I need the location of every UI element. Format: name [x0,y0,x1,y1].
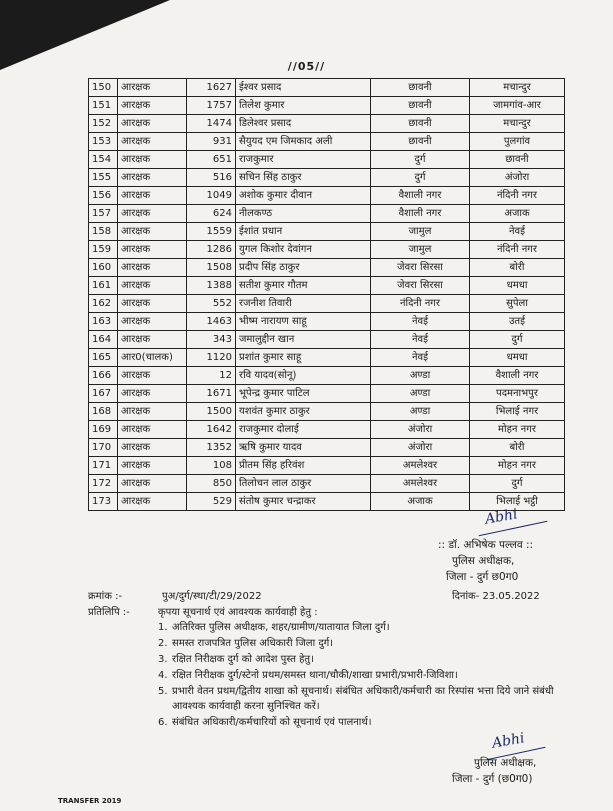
name-cell: भूपेन्द्र कुमार पाटिल [236,385,371,403]
serial-cell: 169 [89,421,118,439]
name-cell: प्रदीप सिंह ठाकुर [236,259,371,277]
signature-bottom: Abhi [490,730,526,752]
table-row [89,277,565,295]
badge-number-cell: 343 [187,331,236,349]
table-row [89,421,565,439]
officer-block [438,537,533,585]
name-cell: युगल किशोर देवांगन [236,241,371,259]
officer2-district: जिला - दुर्ग (छ0ग0) [452,773,533,785]
current-post-cell: जामुल [371,241,470,259]
serial-cell: 162 [89,295,118,313]
badge-number-cell: 552 [187,295,236,313]
name-cell: नीलकण्ठ [236,205,371,223]
table-row [89,475,565,493]
rank-cell: आरक्षक [118,295,187,313]
list-item [158,636,578,651]
list-item-text: रक्षित निरीक्षक दुर्ग को आदेश पुस्त हेतु। [172,654,314,665]
badge-number-cell: 108 [187,457,236,475]
badge-number-cell: 516 [187,169,236,187]
table-row [89,187,565,205]
rank-cell: आरक्षक [118,115,187,133]
serial-cell: 160 [89,259,118,277]
list-item-number: 5. [158,686,168,697]
list-item-text: प्रभारी वेतन प्रथम/द्वितीय शाखा को सूचनार्थ। संबंधित अधिकारी/कर्मचारी का रिस्पांस भत्ता दिये जाने संबंधी आवश्यक कार्यवाही करना सुनिश्चित करें। [172,686,554,712]
serial-cell: 158 [89,223,118,241]
new-post-cell: मोहन नगर [470,457,565,475]
kramank-value: पुअ/दुर्ग/स्था/टी/29/2022 [162,591,262,602]
badge-number-cell: 651 [187,151,236,169]
current-post-cell: अमलेश्वर [371,457,470,475]
rank-cell: आरक्षक [118,331,187,349]
rank-cell: आरक्षक [118,259,187,277]
current-post-cell: अमलेश्वर [371,475,470,493]
current-post-cell: जामुल [371,223,470,241]
serial-cell: 164 [89,331,118,349]
rank-cell: आरक्षक [118,133,187,151]
badge-number-cell: 1474 [187,115,236,133]
table-row [89,259,565,277]
list-item [158,684,578,714]
transfer-table [88,78,565,511]
serial-cell: 159 [89,241,118,259]
name-cell: ईश्वर प्रसाद [236,79,371,97]
name-cell: तिलोचन लाल ठाकुर [236,475,371,493]
current-post-cell: अंजोरा [371,439,470,457]
signature-top: Abhi [483,506,519,528]
name-cell: प्रीतम सिंह हरिवंश [236,457,371,475]
rank-cell: आरक्षक [118,493,187,511]
new-post-cell: नंदिनी नगर [470,241,565,259]
kramank-label: क्रमांक :- [88,591,123,602]
name-cell: अशोक कुमार दीवान [236,187,371,205]
new-post-cell: नेवई [470,223,565,241]
serial-cell: 150 [89,79,118,97]
badge-number-cell: 1388 [187,277,236,295]
list-item-text: संबंधित अधिकारी/कर्मचारियों को सूचनार्थ एवं पालनार्थ। [172,717,372,728]
page-marker: //05// [287,60,326,73]
current-post-cell: नेवई [371,331,470,349]
table-row [89,295,565,313]
serial-cell: 173 [89,493,118,511]
table-row [89,205,565,223]
rank-cell: आरक्षक [118,277,187,295]
current-post-cell: दुर्ग [371,151,470,169]
serial-cell: 167 [89,385,118,403]
badge-number-cell: 624 [187,205,236,223]
rank-cell: आरक्षक [118,169,187,187]
new-post-cell: भिलाई नगर [470,403,565,421]
rank-cell: आरक्षक [118,223,187,241]
list-item-number: 4. [158,670,168,681]
new-post-cell: नंदिनी नगर [470,187,565,205]
list-item-number: 6. [158,717,168,728]
table-row [89,223,565,241]
current-post-cell: नंदिनी नगर [371,295,470,313]
name-cell: यशवंत कुमार ठाकुर [236,403,371,421]
rank-cell: आरक्षक [118,367,187,385]
badge-number-cell: 1671 [187,385,236,403]
list-item [158,620,578,635]
new-post-cell: अजाक [470,205,565,223]
current-post-cell: नेवई [371,349,470,367]
serial-cell: 151 [89,97,118,115]
badge-number-cell: 1627 [187,79,236,97]
table-row [89,79,565,97]
table-row [89,385,565,403]
current-post-cell: जेवरा सिरसा [371,277,470,295]
list-item-text: रक्षित निरीक्षक दुर्ग/स्टेनो प्रथम/समस्त थाना/चौकी/शाखा प्रभारी/प्रभारी-जिविशा। [172,670,458,681]
current-post-cell: अंजोरा [371,421,470,439]
name-cell: प्रशांत कुमार साहू [236,349,371,367]
officer-name: :: डॉ. अभिषेक पल्लव :: [438,539,534,551]
badge-number-cell: 1559 [187,223,236,241]
rank-cell: आरक्षक [118,475,187,493]
rank-cell: आरक्षक [118,79,187,97]
new-post-cell: पदमनाभपुर [470,385,565,403]
table-row [89,331,565,349]
name-cell: रजनीश तिवारी [236,295,371,313]
name-cell: ऋषि कुमार यादव [236,439,371,457]
serial-cell: 163 [89,313,118,331]
rank-cell: आरक्षक [118,385,187,403]
table-row [89,313,565,331]
new-post-cell: बोरी [470,439,565,457]
badge-number-cell: 1642 [187,421,236,439]
new-post-cell: अंजोरा [470,169,565,187]
list-item-number: 2. [158,638,168,649]
badge-number-cell: 1508 [187,259,236,277]
serial-cell: 161 [89,277,118,295]
table-row [89,133,565,151]
copy-list [158,620,578,731]
new-post-cell: धमधा [470,349,565,367]
current-post-cell: अण्डा [371,403,470,421]
serial-cell: 172 [89,475,118,493]
table-row [89,151,565,169]
badge-number-cell: 1049 [187,187,236,205]
new-post-cell: पुलगांव [470,133,565,151]
rank-cell: आरक्षक [118,421,187,439]
serial-cell: 154 [89,151,118,169]
name-cell: सैयुयद एम जिमकाद अली [236,133,371,151]
officer-block-bottom [452,755,536,787]
current-post-cell: छावनी [371,79,470,97]
current-post-cell: छावनी [371,97,470,115]
current-post-cell: अजाक [371,493,470,511]
table-row [89,457,565,475]
new-post-cell: जामगांव-आर [470,97,565,115]
table-row [89,97,565,115]
officer-designation: पुलिस अधीक्षक, [452,555,515,567]
list-item-number: 3. [158,654,168,665]
current-post-cell: वैशाली नगर [371,187,470,205]
list-item [158,668,578,683]
new-post-cell: धमधा [470,277,565,295]
name-cell: राजकुमार [236,151,371,169]
badge-number-cell: 12 [187,367,236,385]
rank-cell: आरक्षक [118,439,187,457]
name-cell: तिलेश कुमार [236,97,371,115]
new-post-cell: भिलाई भट्ठी [470,493,565,511]
current-post-cell: जेवरा सिरसा [371,259,470,277]
list-item-number: 1. [158,622,168,633]
serial-cell: 165 [89,349,118,367]
rank-cell: आरक्षक [118,241,187,259]
serial-cell: 170 [89,439,118,457]
name-cell: डिलेश्वर प्रसाद [236,115,371,133]
rank-cell: आरक्षक [118,457,187,475]
table-row [89,403,565,421]
serial-cell: 168 [89,403,118,421]
badge-number-cell: 1757 [187,97,236,115]
table-row [89,367,565,385]
new-post-cell: सुपेला [470,295,565,313]
badge-number-cell: 529 [187,493,236,511]
name-cell: सतीश कुमार गौतम [236,277,371,295]
list-item-text: अतिरिक्त पुलिस अधीक्षक, शहर/ग्रामीण/यातायात जिला दुर्ग। [172,622,390,633]
serial-cell: 156 [89,187,118,205]
badge-number-cell: 1352 [187,439,236,457]
serial-cell: 152 [89,115,118,133]
table-row [89,169,565,187]
badge-number-cell: 1120 [187,349,236,367]
badge-number-cell: 1463 [187,313,236,331]
badge-number-cell: 1286 [187,241,236,259]
current-post-cell: छावनी [371,133,470,151]
serial-cell: 171 [89,457,118,475]
table-row [89,349,565,367]
new-post-cell: बोरी [470,259,565,277]
new-post-cell: वैशाली नगर [470,367,565,385]
officer2-designation: पुलिस अधीक्षक, [474,757,537,769]
current-post-cell: दुर्ग [371,169,470,187]
serial-cell: 155 [89,169,118,187]
table-row [89,493,565,511]
name-cell: ईशांत प्रधान [236,223,371,241]
serial-cell: 157 [89,205,118,223]
current-post-cell: छावनी [371,115,470,133]
order-date: दिनांक- 23.05.2022 [452,591,540,602]
table-row [89,439,565,457]
new-post-cell: उतई [470,313,565,331]
badge-number-cell: 931 [187,133,236,151]
transfer-table-body [89,79,565,511]
list-item-text: समस्त राजपत्रित पुलिस अधिकारी जिला दुर्ग। [172,638,334,649]
serial-cell: 153 [89,133,118,151]
rank-cell: आर0(चालक) [118,349,187,367]
current-post-cell: नेवई [371,313,470,331]
name-cell: जमालुद्दीन खान [236,331,371,349]
new-post-cell: दुर्ग [470,331,565,349]
new-post-cell: मचान्दुर [470,115,565,133]
footer-label: TRANSFER 2019 [58,797,122,805]
name-cell: संतोष कुमार चन्द्राकर [236,493,371,511]
current-post-cell: वैशाली नगर [371,205,470,223]
badge-number-cell: 1500 [187,403,236,421]
serial-cell: 166 [89,367,118,385]
current-post-cell: अण्डा [371,385,470,403]
table-row [89,115,565,133]
badge-number-cell: 850 [187,475,236,493]
rank-cell: आरक्षक [118,151,187,169]
rank-cell: आरक्षक [118,205,187,223]
new-post-cell: मचान्दुर [470,79,565,97]
new-post-cell: मोहन नगर [470,421,565,439]
rank-cell: आरक्षक [118,187,187,205]
name-cell: भीष्म नारायण साहू [236,313,371,331]
current-post-cell: अण्डा [371,367,470,385]
name-cell: सचिन सिंह ठाकुर [236,169,371,187]
pratilipi-intro: कृपया सूचनार्थ एवं आवश्यक कार्यवाही हेतु : [158,607,318,618]
rank-cell: आरक्षक [118,403,187,421]
new-post-cell: छावनी [470,151,565,169]
list-item [158,715,578,730]
new-post-cell: दुर्ग [470,475,565,493]
officer-district: जिला - दुर्ग छ0ग0 [446,571,519,583]
rank-cell: आरक्षक [118,97,187,115]
pratilipi-label: प्रतिलिपि :- [88,607,130,618]
name-cell: रवि यादव(सोनू) [236,367,371,385]
list-item [158,652,578,667]
rank-cell: आरक्षक [118,313,187,331]
name-cell: राजकुमार दोलाई [236,421,371,439]
table-row [89,241,565,259]
